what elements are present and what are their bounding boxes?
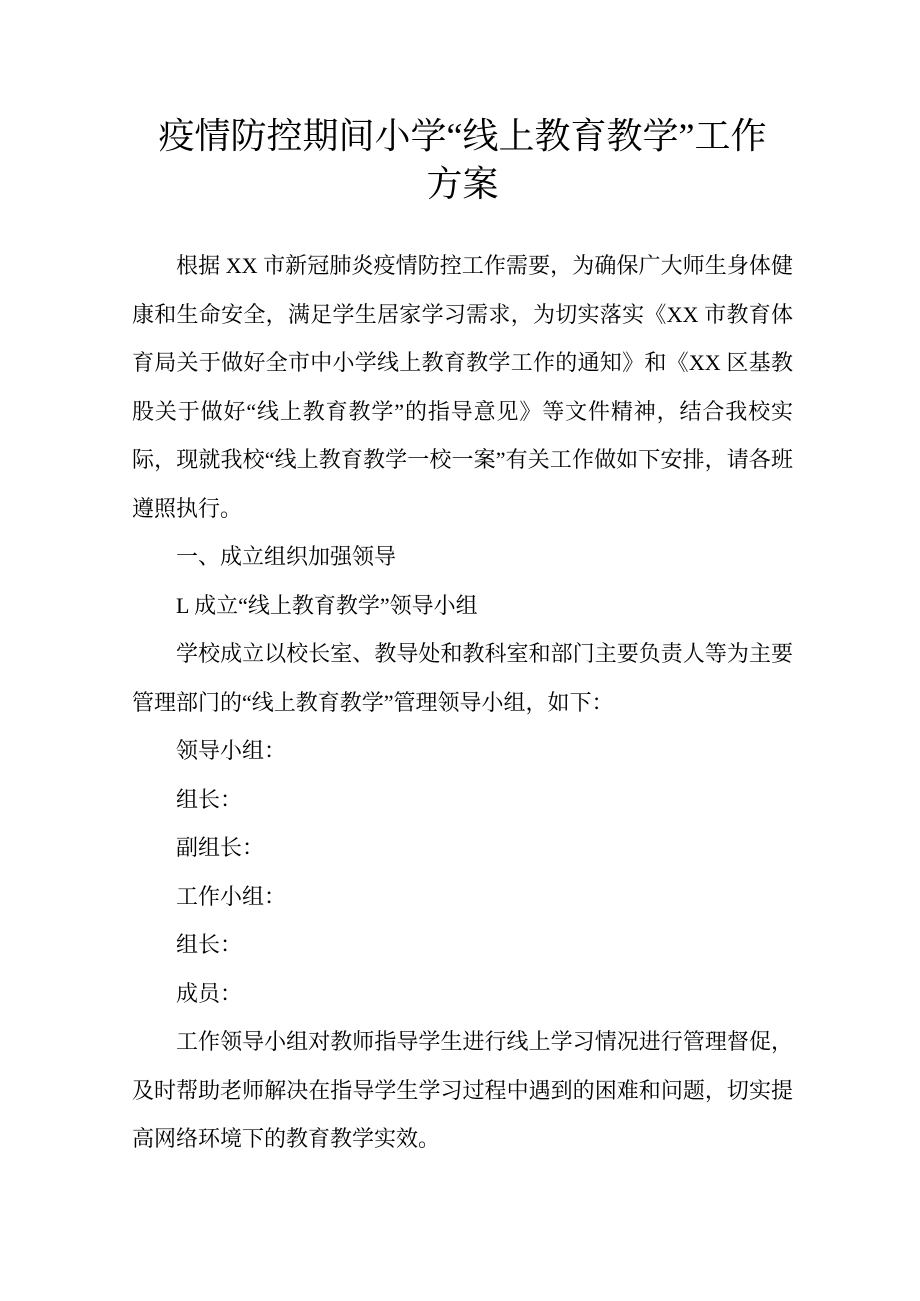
paragraph-closing: 工作领导小组对教师指导学生进行线上学习情况进行管理督促，及时帮助老师解决在指导学生学习过程中遇到的困难和问题，切实提高网络环境下的教育教学实效。	[132, 1029, 793, 1151]
document-content	[132, 0, 793, 1164]
document-title-line-2: 方案	[426, 164, 499, 204]
document-body	[132, 242, 793, 1164]
paragraph-subheading: L 成立“线上教育教学”领导小组	[176, 592, 478, 618]
paragraph-group-leader-label: 组长：	[176, 786, 243, 812]
paragraph-members-label: 成员：	[176, 980, 243, 1006]
document-title	[132, 112, 793, 208]
paragraph-intro: 根据 XX 市新冠肺炎疫情防控工作需要，为确保广大师生身体健康和生命安全，满足学生居家学习需求，为切实落实《XX 市教育体育局关于做好全市中小学线上教育教学工作的通知》和《XX 区基教股关于做好“线上教育教学”的指导意见》等文件精神，结合我校实际，现就我校“线上教育教学一校一案”有关工作做如下安排，请各班遵照执行。	[132, 253, 793, 521]
paragraph-work-group-leader-label: 组长：	[176, 932, 243, 957]
paragraph-group-setup: 学校成立以校长室、教导处和教科室和部门主要负责人等为主要管理部门的“线上教育教学”管理领导小组，如下：	[132, 641, 793, 715]
paragraph-deputy-leader-label: 副组长：	[176, 835, 265, 860]
section-heading: 一、成立组织加强领导	[176, 544, 397, 569]
paragraph-leading-group-label: 领导小组：	[176, 738, 287, 763]
paragraph-work-group-label: 工作小组：	[176, 883, 287, 909]
document-title-line-1: 疫情防控期间小学“线上教育教学”工作	[158, 116, 767, 156]
